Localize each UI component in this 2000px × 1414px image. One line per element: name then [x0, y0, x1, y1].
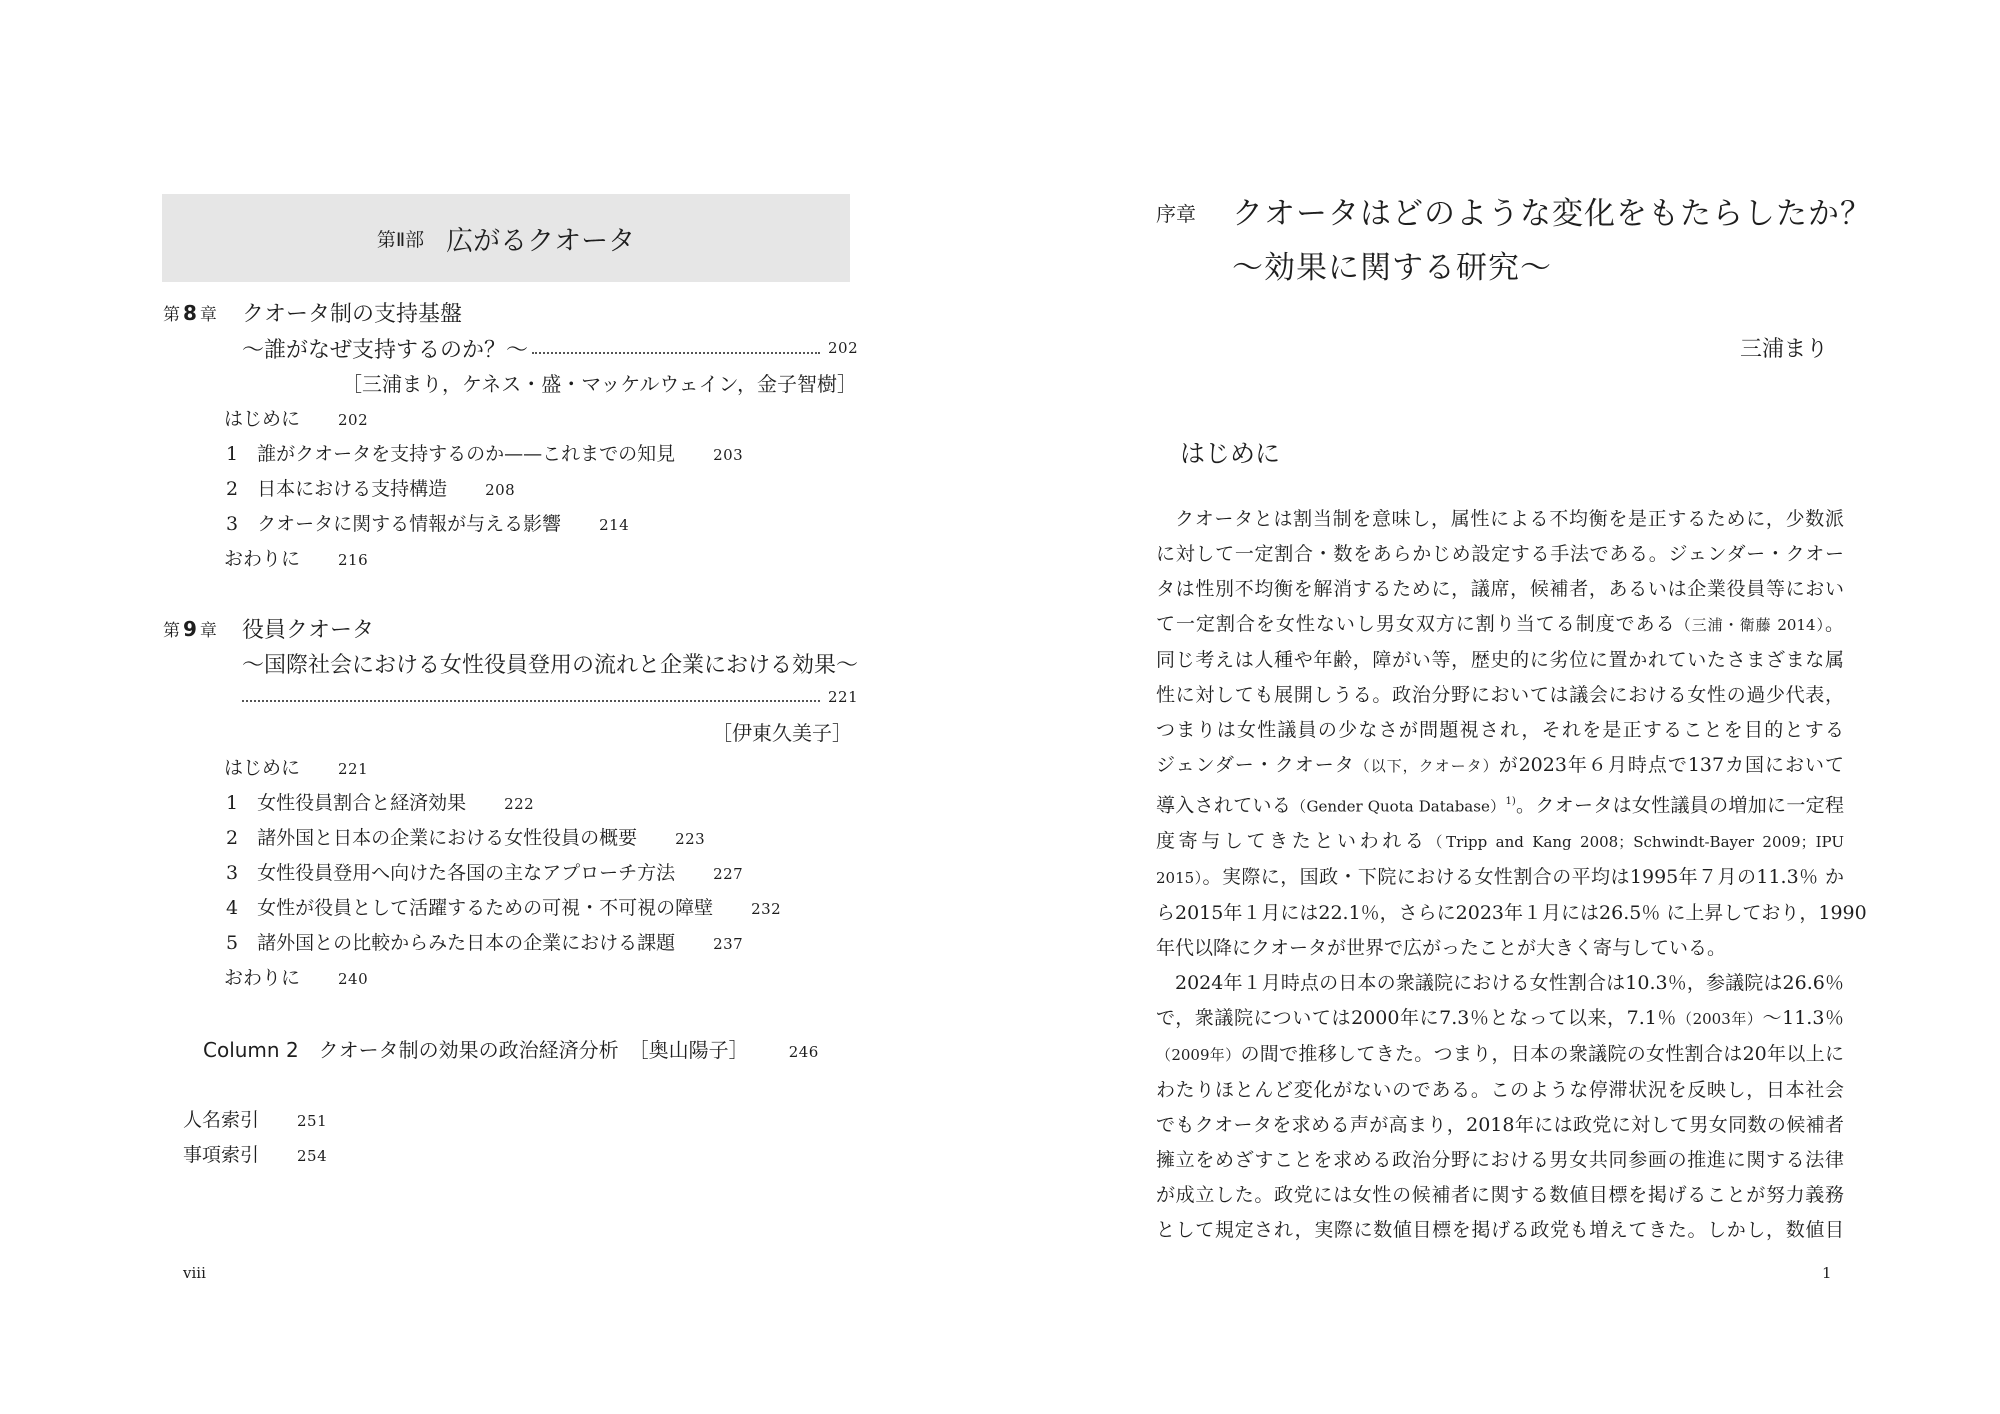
- chapter-8-page: 202: [828, 339, 859, 357]
- chapter-9-subtitle: 〜国際社会における女性役員登用の流れと企業における効果〜: [242, 653, 859, 678]
- ch8-entry-outro: [224, 544, 368, 571]
- chapter-8-subtitle: 〜誰がなぜ支持するのか？〜: [242, 338, 529, 363]
- ch9-entry-2-text: 2 諸外国と日本の企業における女性役員の概要: [226, 827, 638, 849]
- chapter-8-label: [163, 300, 217, 325]
- body-line-10-cite: （Tripp and Kang 2008；Schwindt-Bayer 2009；IPU: [1427, 833, 1844, 852]
- index-subjects: [183, 1140, 327, 1167]
- ch9-entry-5-page: 237: [713, 935, 744, 953]
- ch9-entry-5: [226, 928, 743, 955]
- body-line-20: が成立した。政党には女性の候補者に関する数値目標を掲げることが努力義務: [1156, 1184, 1844, 1207]
- chapter-8-title: クオータ制の支持基盤: [242, 302, 463, 327]
- ch9-entry-outro-page: 240: [338, 970, 369, 988]
- index-names-text: 人名索引: [183, 1109, 260, 1131]
- body-line-10: [1156, 824, 1844, 860]
- body-line-7: つまりは女性議員の少なさが問題視され，それを是正することを目的とする: [1156, 719, 1844, 741]
- chapter-9-label-prefix: 第: [163, 621, 180, 641]
- body-line-8-c: が2023年６月時点で137カ国において: [1498, 754, 1844, 776]
- index-subjects-text: 事項索引: [183, 1144, 260, 1166]
- prologue-title-line1: クオータはどのような変化をもたらしたか？: [1232, 196, 1872, 232]
- index-names: [183, 1105, 327, 1132]
- column-2-text: Column 2 クオータ制の効果の政治経済分析 ［奥山陽子］: [203, 1038, 749, 1062]
- body-line-12: ら2015年１月には22.1％，さらに2023年１月には26.5％ に上昇しており，1990: [1156, 902, 1867, 925]
- right-page: [1000, 0, 2000, 1414]
- body-line-3: タは性別不均衡を解消するために，議席，候補者，あるいは企業役員等におい: [1156, 578, 1844, 600]
- body-line-10-a: 度寄与してきたといわれる: [1156, 830, 1428, 853]
- body-line-4-c: 。: [1824, 613, 1844, 635]
- body-line-15-a: で，衆議院については2000年に7.3％となって以来，7.1％: [1156, 1007, 1678, 1030]
- ch8-entry-2-text: 2 日本における支持構造: [226, 478, 448, 500]
- ch8-entry-3-page: 214: [599, 516, 630, 534]
- ch8-entry-2-page: 208: [485, 481, 516, 499]
- body-line-13: 年代以降にクオータが世界で広がったことが大きく寄与している。: [1156, 937, 1727, 960]
- body-line-8-a: ジェンダー・クオータ: [1156, 754, 1355, 776]
- chapter-8-label-prefix: 第: [163, 305, 180, 325]
- body-line-8-paren: （以下，クオータ）: [1354, 757, 1499, 775]
- body-line-18: でもクオータを求める声が高まり，2018年には政党に対して男女同数の候補者: [1156, 1114, 1844, 1137]
- ch8-entry-outro-text: おわりに: [224, 548, 301, 570]
- chapter-9-page: 221: [828, 688, 859, 706]
- body-line-17: わたりほとんど変化がないのである。このような停滞状況を反映し，日本社会: [1156, 1079, 1844, 1102]
- body-line-4-cite: （三浦・衛藤 2014）: [1675, 616, 1825, 634]
- chapter-9-leader-dots: [242, 700, 820, 702]
- chapter-9-authors: ［伊東久美子］: [712, 721, 852, 745]
- ch8-entry-intro: [224, 404, 368, 431]
- chapter-9-label: [163, 616, 217, 641]
- index-names-page: 251: [297, 1112, 328, 1130]
- body-line-11: [1156, 860, 1844, 896]
- body-line-6: 性に対しても展開しうる。政治分野においては議会における女性の過少代表，: [1156, 684, 1844, 706]
- body-line-15-c: 〜11.3％: [1762, 1007, 1845, 1030]
- ch9-entry-2-page: 223: [675, 830, 706, 848]
- ch9-entry-1: [226, 788, 534, 815]
- ch9-entry-2: [226, 823, 705, 850]
- body-line-21: として規定され，実際に数値目標を掲げる政党も増えてきた。しかし，数値目: [1156, 1219, 1844, 1242]
- ch9-entry-3-page: 227: [713, 865, 744, 883]
- chapter-9-title: 役員クオータ: [242, 618, 375, 643]
- ch8-entry-intro-text: はじめに: [224, 408, 301, 430]
- right-folio: 1: [1822, 1264, 1832, 1282]
- section-heading-intro: はじめに: [1180, 439, 1281, 468]
- body-line-11-cite: 2015）: [1156, 869, 1203, 888]
- body-line-4-a: て一定割合を女性ないし男女双方に割り当てる制度である: [1156, 613, 1676, 635]
- body-line-15: [1156, 1001, 1844, 1037]
- body-line-16: [1156, 1037, 1844, 1073]
- ch8-entry-intro-page: 202: [338, 411, 369, 429]
- body-line-1: クオータとは割当制を意味し，属性による不均衡を是正するために，少数派: [1175, 508, 1844, 530]
- body-line-9-c: 。クオータは女性議員の増加に一定程: [1515, 794, 1844, 817]
- body-line-5: 同じ考えは人種や年齢，障がい等，歴史的に劣位に置かれていたさまざまな属: [1156, 649, 1844, 671]
- prologue-label: 序章: [1156, 202, 1196, 226]
- ch9-entry-4-text: 4 女性が役員として活躍するための可視・不可視の障壁: [226, 897, 714, 919]
- prologue-title-line2: 〜効果に関する研究〜: [1232, 250, 1552, 286]
- index-subjects-page: 254: [297, 1147, 328, 1165]
- body-line-4: [1156, 607, 1844, 643]
- part-title: 広がるクオータ: [446, 225, 636, 257]
- part-banner: [162, 194, 850, 282]
- ch8-entry-3-text: 3 クオータに関する情報が与える影響: [226, 513, 562, 535]
- left-folio: viii: [183, 1264, 206, 1282]
- column-2-page: 246: [788, 1043, 819, 1061]
- chapter-8-label-suffix: 章: [199, 305, 217, 325]
- ch8-entry-3: [226, 509, 629, 536]
- body-line-16-year: （2009年）: [1156, 1046, 1241, 1065]
- ch9-entry-outro: [224, 963, 368, 990]
- body-line-9: [1156, 784, 1844, 824]
- body-line-11-b: 。実際に，国政・下院における女性割合の平均は1995年７月の11.3％ か: [1202, 866, 1844, 889]
- ch8-entry-outro-page: 216: [338, 551, 369, 569]
- body-line-15-year: （2003年）: [1677, 1010, 1763, 1029]
- ch9-entry-5-text: 5 諸外国との比較からみた日本の企業における課題: [226, 932, 676, 954]
- ch8-entry-1-page: 203: [713, 446, 744, 464]
- prologue-author: 三浦まり: [1739, 337, 1828, 362]
- ch8-entry-1: [226, 439, 743, 466]
- part-number: 第Ⅱ部: [376, 228, 425, 251]
- chapter-8-authors: ［三浦まり，ケネス・盛・マッケルウェイン，金子智樹］: [342, 372, 857, 396]
- ch9-entry-intro-text: はじめに: [224, 757, 301, 779]
- ch9-entry-outro-text: おわりに: [224, 967, 301, 989]
- ch8-entry-2: [226, 474, 515, 501]
- body-line-9-cite: （Gender Quota Database）: [1291, 797, 1506, 816]
- body-line-14: 2024年１月時点の日本の衆議院における女性割合は10.3％，参議院は26.6％: [1175, 972, 1844, 995]
- chapter-9-label-suffix: 章: [199, 621, 217, 641]
- ch9-entry-1-page: 222: [504, 795, 535, 813]
- column-2-entry: [203, 1034, 819, 1063]
- body-text: [1156, 502, 1867, 1248]
- body-line-16-b: の間で推移してきた。つまり，日本の衆議院の女性割合は20年以上に: [1240, 1043, 1844, 1066]
- chapter-8-leader-dots: [532, 352, 820, 354]
- body-line-8: [1156, 748, 1844, 784]
- ch9-entry-1-text: 1 女性役員割合と経済効果: [226, 792, 467, 814]
- ch9-entry-3: [226, 858, 743, 885]
- ch8-entry-1-text: 1 誰がクオータを支持するのか——これまでの知見: [226, 443, 676, 465]
- ch9-entry-intro: [224, 753, 368, 780]
- ch9-entry-intro-page: 221: [338, 760, 369, 778]
- chapter-9-label-number: 9: [183, 617, 197, 641]
- ch9-entry-3-text: 3 女性役員登用へ向けた各国の主なアプローチ方法: [226, 862, 676, 884]
- ch9-entry-4: [226, 893, 781, 920]
- ch9-entry-4-page: 232: [751, 900, 782, 918]
- body-line-9-a: 導入されている: [1156, 794, 1292, 817]
- body-line-19: 擁立をめざすことを求める政治分野における男女共同参画の推進に関する法律: [1156, 1149, 1844, 1172]
- body-line-2: に対して一定割合・数をあらかじめ設定する手法である。ジェンダー・クオー: [1156, 543, 1844, 565]
- chapter-8-label-number: 8: [183, 301, 197, 325]
- footnote-marker-1: 1): [1505, 796, 1516, 807]
